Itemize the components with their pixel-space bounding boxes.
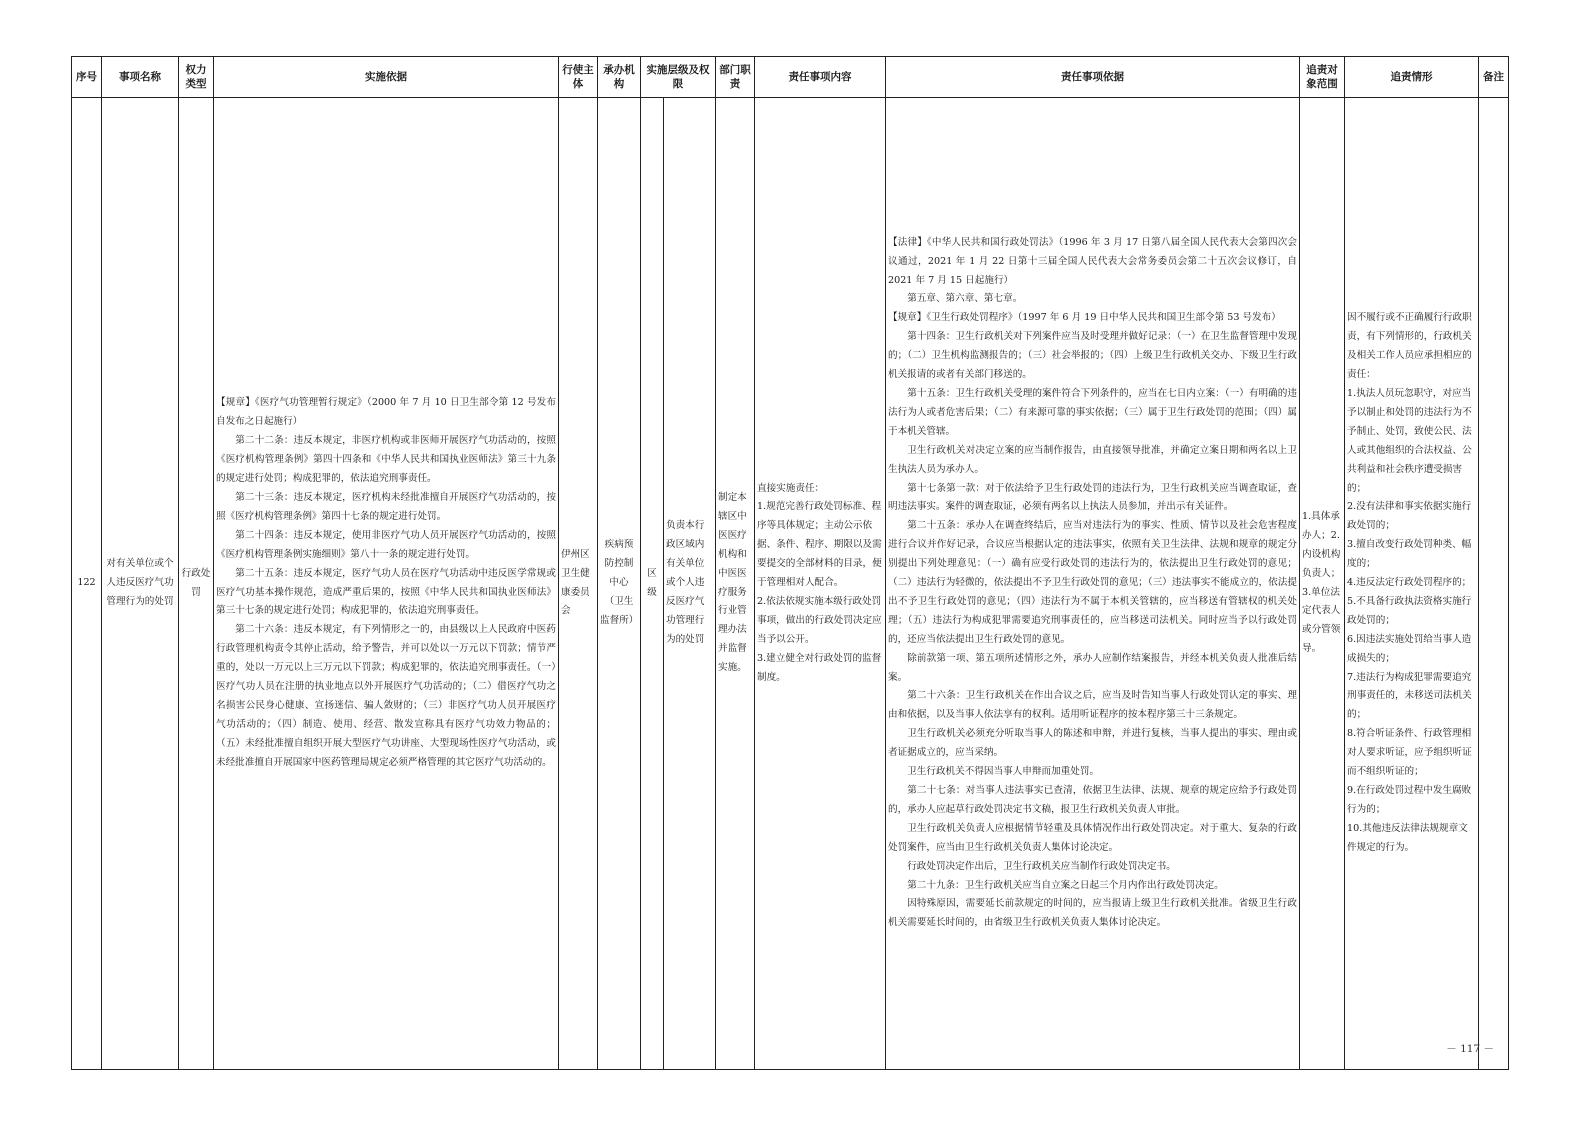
cell-level-authority: 负责本行政区域内有关单位或个人违反医疗气功管理行为的处罚 — [664, 98, 716, 1070]
power-list-table — [71, 56, 1509, 1070]
basis-paragraph: 第二十六条：违反本规定，有下列情形之一的，由县级以上人民政府中医药行政管理机构责令其停止活动，给予警告，并可以处以一万元以下罚款；情节严重的，处以一万元以上三万元以下罚款；构成犯罪的，依法追究刑事责任。（一）医疗气功人员在注册的执业地点以外开展医疗气功活动的；（二）借医疗气功之名损害公民身心健康、宣扬迷信、骗人敛财的；（三）非医疗气功人员开展医疗气功活动的；（四）制造、使用、经营、散发宣称具有医疗气功效力物品的；（五）未经批准擅自组织开展大型医疗气功讲座、大型现场性医疗气功活动，或未经批准擅自开展国家中医药管理局规定必须严格管理的其它医疗气功活动的。 — [216, 624, 556, 768]
resp-basis-paragraph: 卫生行政机关对决定立案的应当制作报告，由直接领导批准，并确定立案日期和两名以上卫生执法人员为承办人。 — [888, 444, 1297, 475]
resp-basis-paragraph: 行政处罚决定作出后，卫生行政机关应当制作行政处罚决定书。 — [907, 860, 1176, 872]
basis-paragraph: 第二十二条：违反本规定，非医疗机构或非医师开展医疗气功活动的，按照《医疗机构管理条例》第四十四条和《中华人民共和国执业医师法》第三十九条的规定进行处罚；构成犯罪的，依法追究刑事责任。 — [216, 435, 556, 485]
header-name: 事项名称 — [102, 57, 179, 98]
accountable-cases-paragraph: 2.没有法律和事实依据实施行政处罚的； — [1347, 501, 1472, 532]
resp-basis-paragraph: 第二十七条：对当事人违法事实已查清，依据卫生法律、法规、规章的规定应给予行政处罚的，承办人应起草行政处罚决定书文稿，报卫生行政机关负责人审批。 — [888, 785, 1297, 815]
resp-basis-paragraph: 卫生行政机关不得因当事人申辩而加重处罚。 — [907, 766, 1100, 778]
resp-content-paragraph: 3.建立健全对行政处罚的监督制度。 — [757, 652, 882, 683]
table-header-row — [72, 57, 1509, 98]
accountable-cases-paragraph: 1.执法人员玩忽职守，对应当予以制止和处罚的违法行为不予制止、处罚，致使公民、法人或其他组织的合法权益、公共利益和社会秩序遭受损害的； — [1347, 387, 1472, 494]
resp-basis-paragraph: 卫生行政机关负责人应根据情节轻重及具体情况作出行政处罚决定。对于重大、复杂的行政处罚案件，应当由卫生行政机关负责人集体讨论决定。 — [888, 822, 1297, 853]
cell-accountable-scope: 1.具体承办人；2.内设机构负责人；3.单位法定代表人或分管领导。 — [1300, 98, 1345, 1070]
page-number: － 117 － — [1446, 1043, 1494, 1055]
accountable-cases-paragraph: 10.其他违反法律法规规章文件规定的行为。 — [1347, 822, 1468, 853]
resp-basis-paragraph: 因特殊原因，需要延长前款规定的时间的，应当报请上级卫生行政机关批准。省级卫生行政机关需要延长时间的，由省级卫生行政机关负责人集体讨论决定。 — [888, 898, 1297, 929]
basis-paragraphs — [216, 394, 556, 772]
accountable-cases-paragraph: 8.符合听证条件、行政管理相对人要求听证，应予组织听证而不组织听证的； — [1347, 728, 1472, 778]
resp-basis-paragraph: 第二十五条：承办人在调查终结后，应当对违法行为的事实、性质、情节以及社会危害程度进行合议并作好记录，合议应当根据认定的违法事实，依照有关卫生法律、法规和规章的规定分别提出下列处理意见：（一）确有应受行政处罚的违法行为的，依法提出卫生行政处罚的意见；（二）违法行为轻微的，依法提出不予卫生行政处罚的意见；（三）违法事实不能成立的，依法提出不予卫生行政处罚的意见；（四）违法行为不属于本机关管辖的，应当移送有管辖权的机关处理；（五）违法行为构成犯罪需要追究刑事责任的，应当移送司法机关。同时应当予以行政处罚的，还应当依法提出卫生行政处罚的意见。 — [888, 520, 1297, 645]
cell-level: 区级 — [641, 98, 664, 1070]
header-resp-basis: 责任事项依据 — [886, 57, 1300, 98]
cell-handler: 疾病预防控制中心（卫生监督所） — [598, 98, 641, 1070]
header-dept-duty: 部门职责 — [716, 57, 755, 98]
accountable-cases-paragraph: 4.违反法定行政处罚程序的； — [1347, 577, 1472, 589]
header-resp-content: 责任事项内容 — [755, 57, 886, 98]
resp-basis-paragraph: 卫生行政机关必须充分听取当事人的陈述和申辩，并进行复核，当事人提出的事实、理由或者证据成立的，应当采纳。 — [888, 728, 1297, 759]
resp-basis-paragraph: 第十五条：卫生行政机关受理的案件符合下列条件的，应当在七日内立案：（一）有明确的违法行为人或者危害后果；（二）有来源可靠的事实依据；（三）属于卫生行政处罚的范围；（四）属于本机关管辖。 — [888, 387, 1297, 437]
resp-basis-paragraph: 【法律】《中华人民共和国行政处罚法》（1996 年 3 月 17 日第八届全国人民代表大会第四次会议通过，2021 年 1 月 22 日第十三届全国人民代表大会常务委员会第二十五次会议修订，自 2021 年 7 月 15 日起施行） — [888, 236, 1297, 286]
cell-subject: 伊州区卫生健康委员会 — [559, 98, 598, 1070]
resp-content-paragraph: 1.规范完善行政处罚标准、程序等具体规定；主动公示依据、条件、程序、期限以及需要提交的全部材料的目录，便于管理相对人配合。 — [757, 501, 882, 589]
cell-dept-duty: 制定本辖区中医医疗机构和中医医疗服务行业管理办法并监督实施。 — [716, 98, 755, 1070]
resp-basis-paragraph: 第二十六条：卫生行政机关在作出合议之后，应当及时告知当事人行政处罚认定的事实、理由和依据，以及当事人依法享有的权利。适用听证程序的按本程序第三十三条规定。 — [888, 690, 1297, 721]
resp-content-paragraph: 直接实施责任： — [757, 482, 825, 494]
basis-paragraph: 第二十四条：违反本规定，使用非医疗气功人员开展医疗气功活动的，按照《医疗机构管理条例实施细则》第八十一条的规定进行处罚。 — [216, 529, 556, 560]
accountable-cases-paragraph: 7.违法行为构成犯罪需要追究刑事责任的，未移送司法机关的； — [1347, 671, 1472, 721]
cell-item-name: 对有关单位或个人违反医疗气功管理行为的处罚 — [102, 98, 179, 1070]
resp-basis-paragraph: 除前款第一项、第五项所述情形之外，承办人应制作结案报告，并经本机关负责人批准后结案。 — [888, 652, 1297, 683]
resp-basis-paragraphs — [888, 234, 1297, 934]
cell-remark — [1479, 98, 1509, 1070]
accountable-cases-paragraph: 3.擅自改变行政处罚种类、幅度的； — [1347, 539, 1472, 570]
header-handler: 承办机构 — [598, 57, 641, 98]
basis-paragraph: 第二十五条：违反本规定，医疗气功人员在医疗气功活动中违反医学常规或医疗气功基本操作规范，造成严重后果的，按照《中华人民共和国执业医师法》第三十七条的规定进行处罚；构成犯罪的，依法追究刑事责任。 — [216, 567, 556, 617]
accountable-cases-paragraph: 6.因违法实施处罚给当事人造成损失的； — [1347, 633, 1472, 664]
header-power-type: 权力类型 — [179, 57, 214, 98]
resp-basis-paragraph: 第二十九条：卫生行政机关应当自立案之日起三个月内作出行政处罚决定。 — [907, 879, 1224, 891]
resp-basis-paragraph: 【规章】《卫生行政处罚程序》（1997 年 6 月 19 日中华人民共和国卫生部令第 53 号发布） — [888, 312, 1281, 324]
accountable-cases-paragraphs — [1347, 309, 1476, 857]
header-seq: 序号 — [72, 57, 102, 98]
accountable-cases-paragraph: 5.不具备行政执法资格实施行政处罚的； — [1347, 595, 1472, 626]
resp-basis-paragraph: 第十四条：卫生行政机关对下列案件应当及时受理并做好记录：（一）在卫生监督管理中发现的；（二）卫生机构监测报告的；（三）社会举报的；（四）上级卫生行政机关交办、下级卫生行政机关报请的或者有关部门移送的。 — [888, 331, 1297, 381]
cell-basis — [214, 98, 559, 1070]
resp-basis-paragraph: 第五章、第六章、第七章。 — [907, 293, 1023, 305]
cell-power-type: 行政处罚 — [179, 98, 214, 1070]
header-remark: 备注 — [1479, 57, 1509, 98]
cell-resp-basis — [886, 98, 1300, 1070]
cell-resp-content — [755, 98, 886, 1070]
header-accountable-cases: 追责情形 — [1345, 57, 1479, 98]
table-row — [72, 98, 1509, 1070]
resp-content-paragraph: 2.依法依规实施本级行政处罚事项，做出的行政处罚决定应当予以公开。 — [757, 595, 882, 645]
header-accountable-scope: 追责对象范围 — [1300, 57, 1345, 98]
basis-paragraph: 【规章】《医疗气功管理暂行规定》（2000 年 7 月 10 日卫生部令第 12 号发布 自发布之日起施行） — [216, 397, 556, 428]
resp-basis-paragraph: 第十七条第一款：对于依法给予卫生行政处罚的违法行为，卫生行政机关应当调查取证，查明违法事实。案件的调查取证，必须有两名以上执法人员参加，并出示有关证件。 — [888, 482, 1297, 513]
header-level: 实施层级及权限 — [641, 57, 716, 98]
header-subject: 行使主体 — [559, 57, 598, 98]
cell-accountable-cases — [1345, 98, 1479, 1070]
accountable-cases-paragraph: 因不履行或不正确履行行政职责，有下列情形的，行政机关及相关工作人员应承担相应的责任： — [1347, 312, 1472, 381]
header-basis: 实施依据 — [214, 57, 559, 98]
resp-content-paragraphs — [757, 480, 883, 688]
accountable-cases-paragraph: 9.在行政处罚过程中发生腐败行为的； — [1347, 785, 1472, 815]
basis-paragraph: 第二十三条：违反本规定，医疗机构未经批准擅自开展医疗气功活动的，按照《医疗机构管理条例》第四十七条的规定进行处罚。 — [216, 491, 556, 522]
cell-seq: 122 — [72, 98, 102, 1070]
